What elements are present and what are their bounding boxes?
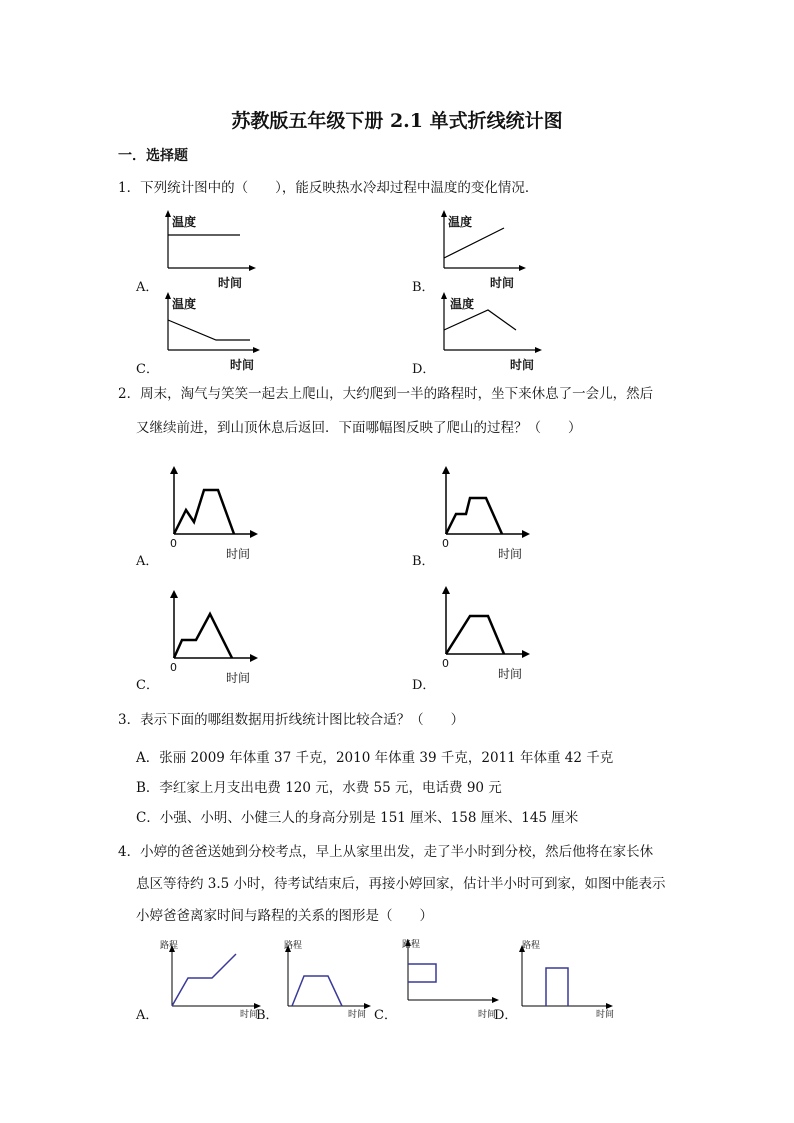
q4-graph-d: [510, 940, 620, 1020]
q2-graph-b: [436, 464, 546, 564]
data-line: [174, 490, 234, 534]
data-line: [444, 228, 504, 258]
y-axis-label: 温度: [172, 297, 197, 311]
data-line: [408, 964, 436, 982]
q1-option-c-label: C．: [136, 362, 159, 377]
q2-option-a-label: A．: [136, 554, 159, 569]
section-heading: 一．选择题: [118, 148, 188, 164]
origin-label: 0: [442, 537, 449, 550]
q2-graph-d: [436, 584, 546, 684]
q4-option-a-label: A．: [136, 1008, 159, 1023]
origin-label: 0: [170, 537, 177, 550]
x-axis-label: 时间: [510, 358, 535, 372]
page-title: 苏教版五年级下册 2.1 单式折线统计图: [231, 110, 563, 132]
q2-option-c-label: C．: [136, 678, 159, 693]
data-line: [446, 616, 504, 654]
data-line: [172, 954, 236, 1006]
q1-option-a-label: A．: [136, 280, 159, 295]
y-axis-arrow: [165, 210, 171, 217]
x-axis-label: 时间: [596, 1010, 615, 1020]
question-1-text: 1．下列统计图中的（ ），能反映热水冷却过程中温度的变化情况．: [118, 180, 539, 196]
q3-option-b: B．李红家上月支出电费 120 元，水费 55 元，电话费 90 元: [136, 780, 502, 796]
x-axis-label: 时间: [218, 276, 243, 290]
y-axis-label: 温度: [448, 215, 473, 229]
q4-option-c-label: C．: [374, 1008, 397, 1023]
x-axis-label: 时间: [478, 1010, 497, 1020]
x-axis-label: 时间: [490, 276, 515, 290]
y-axis-label: 路程: [402, 940, 421, 950]
data-line: [546, 968, 568, 1006]
question-2-line-1: 2．周末，淘气与笑笑一起去上爬山，大约爬到一半的路程时，坐下来休息了一会儿，然后: [118, 386, 654, 402]
data-line: [446, 498, 502, 534]
q4-graph-c: [396, 934, 506, 1020]
q1-graph-a: [160, 210, 270, 290]
question-4-line-3: 小婷爸爸离家时间与路程的关系的图形是（ ）: [136, 908, 433, 924]
q3-option-c: C．小强、小明、小健三人的身高分别是 151 厘米、158 厘米、145 厘米: [136, 810, 579, 826]
y-axis-label: 路程: [284, 941, 303, 951]
data-line: [168, 320, 250, 340]
x-axis-label: 时间: [348, 1010, 367, 1020]
q4-option-b-label: B．: [256, 1008, 279, 1023]
q4-option-d-label: D．: [494, 1008, 518, 1023]
q2-graph-a: [164, 464, 274, 564]
question-3-text: 3．表示下面的哪组数据用折线统计图比较合适？（ ）: [118, 712, 465, 728]
y-axis-label: 路程: [160, 941, 179, 951]
q4-graph-a: [160, 940, 270, 1020]
q1-graph-c: [160, 292, 270, 372]
q3-option-a: A．张丽 2009 年体重 37 千克，2010 年体重 39 千克，2011 年体重 42 千克: [136, 750, 614, 766]
q1-graph-d: [436, 292, 556, 372]
q2-option-d-label: D．: [412, 678, 436, 693]
origin-label: 0: [442, 657, 449, 670]
x-axis-label: 时间: [230, 358, 255, 372]
x-axis-label: 时间: [498, 547, 523, 561]
q1-graph-b: [436, 210, 546, 290]
question-4-line-2: 息区等待约 3.5 小时，待考试结束后，再接小婷回家，估计半小时可到家，如图中能表示: [136, 876, 666, 892]
data-line: [292, 976, 342, 1006]
x-axis-label: 时间: [498, 667, 523, 681]
y-axis-label: 温度: [450, 297, 475, 311]
q2-graph-c: [164, 588, 274, 688]
data-line: [174, 614, 232, 658]
question-4-line-1: 4．小婷的爸爸送她到分校考点，早上从家里出发，走了半小时到分校，然后他将在家长休: [118, 844, 654, 860]
y-axis-label: 温度: [172, 215, 197, 229]
origin-label: 0: [170, 661, 177, 674]
question-2-line-2: 又继续前进，到山顶休息后返回．下面哪幅图反映了爬山的过程？（ ）: [136, 420, 582, 436]
q4-graph-b: [276, 940, 386, 1020]
y-axis-label: 路程: [522, 941, 541, 951]
x-axis-arrow: [249, 265, 256, 271]
q2-option-b-label: B．: [412, 554, 435, 569]
q1-option-b-label: B．: [412, 280, 435, 295]
x-axis-label: 时间: [240, 1010, 259, 1020]
q1-option-d-label: D．: [412, 362, 436, 377]
x-axis-label: 时间: [226, 547, 251, 561]
data-line: [444, 310, 516, 330]
x-axis-label: 时间: [226, 671, 251, 685]
